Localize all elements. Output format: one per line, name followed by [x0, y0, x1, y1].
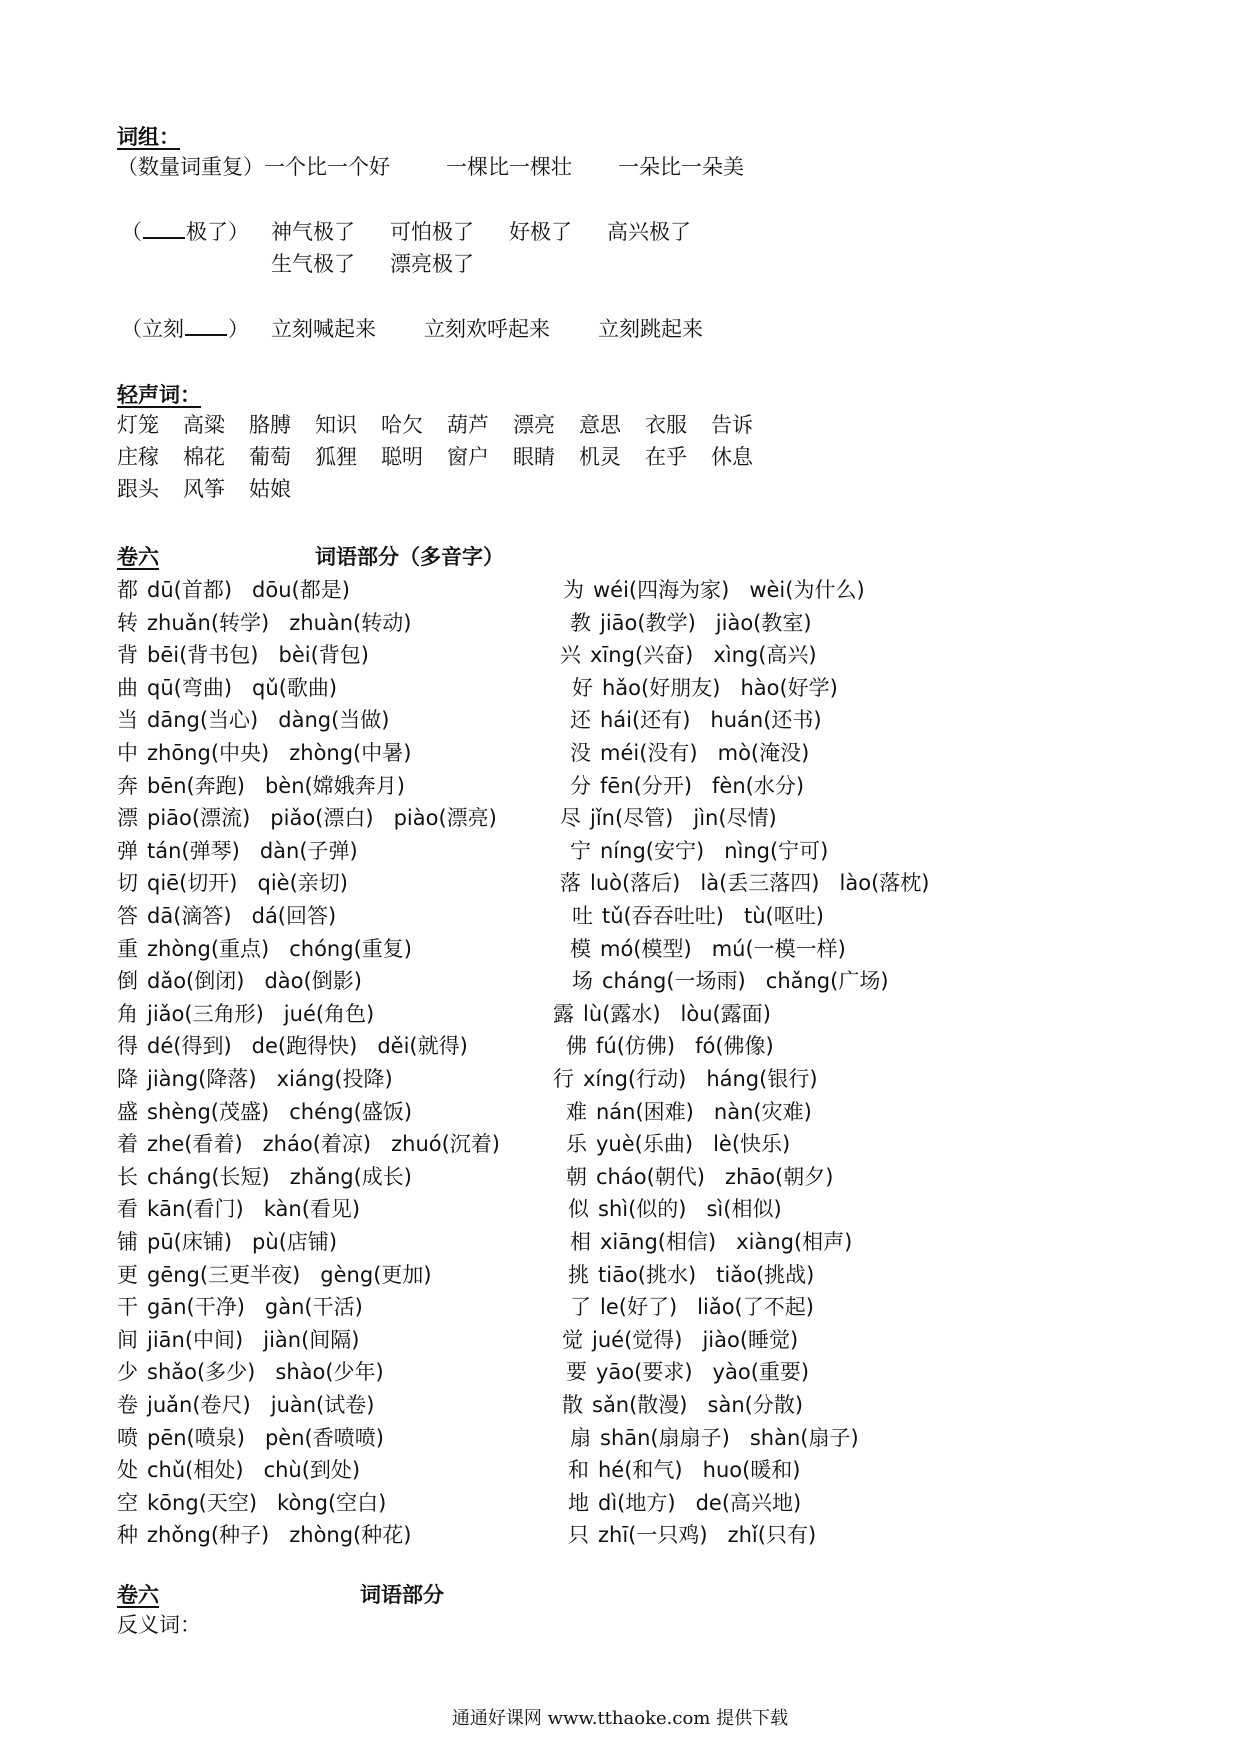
polyphone-char: 教	[570, 610, 591, 635]
polyphone-char: 铺	[117, 1230, 138, 1254]
fill-blank	[185, 316, 227, 336]
polyphone-row	[560, 642, 817, 668]
polyphone-readings: dāng(当心) dàng(当做)	[147, 708, 390, 733]
word: 知识	[315, 413, 357, 437]
polyphone-row	[570, 1425, 859, 1451]
polyphone-char: 漂	[117, 806, 138, 831]
section-title-neutral-tone: 轻声词：	[117, 383, 201, 407]
polyphone-readings: jiāo(教学) jiào(教室)	[600, 610, 812, 635]
polyphone-row	[572, 675, 838, 701]
volume-label: 卷六	[117, 545, 159, 569]
polyphone-char: 更	[117, 1262, 138, 1287]
polyphone-row	[568, 1522, 816, 1548]
polyphone-char: 曲	[117, 675, 138, 700]
polyphone-char: 相	[570, 1230, 591, 1254]
polyphone-row	[117, 1392, 374, 1418]
polyphone-char: 长	[117, 1164, 138, 1189]
polyphone-readings: tiāo(挑水) tiǎo(挑战)	[598, 1262, 815, 1287]
phrase-row-2-suffix: 极了）	[186, 220, 249, 244]
polyphone-char: 佛	[566, 1034, 587, 1059]
polyphone-char: 只	[568, 1523, 589, 1548]
polyphone-row	[117, 1196, 360, 1222]
polyphone-char: 背	[117, 643, 138, 668]
polyphone-char: 尽	[560, 806, 581, 831]
polyphone-char: 散	[562, 1393, 583, 1417]
polyphone-row	[117, 968, 362, 994]
polyphone-readings: zhōng(中央) zhòng(中暑)	[147, 741, 412, 765]
phrase-item: 漂亮极了	[390, 252, 474, 276]
polyphone-readings: kōng(天空) kòng(空白)	[147, 1490, 387, 1515]
polyphone-char: 切	[117, 871, 138, 896]
polyphone-readings: gān(干净) gàn(干活)	[147, 1295, 363, 1320]
polyphone-readings: jiàng(降落) xiáng(投降)	[147, 1067, 393, 1091]
phrase-item: 好极了	[509, 220, 572, 244]
word: 休息	[711, 445, 753, 469]
polyphone-char: 当	[117, 708, 138, 733]
phrase-item: 立刻喊起来	[271, 317, 376, 341]
polyphone-readings: pū(床铺) pù(店铺)	[147, 1230, 338, 1254]
polyphone-row	[566, 1131, 790, 1157]
polyphone-readings: cháng(一场雨) chǎng(广场)	[602, 969, 889, 994]
section-title-phrases: 词组：	[117, 125, 180, 149]
phrase-item: 神气极了	[271, 220, 355, 244]
polyphone-readings: shǎo(多少) shào(少年)	[147, 1360, 384, 1385]
polyphone-row	[117, 577, 350, 603]
polyphone-char: 看	[117, 1197, 138, 1222]
polyphone-row	[553, 1066, 818, 1092]
polyphone-row	[570, 740, 809, 766]
phrase-row-1-c: 一朵比一朵美	[618, 155, 744, 179]
polyphone-row	[566, 1033, 774, 1059]
polyphone-char: 宁	[570, 838, 591, 863]
polyphone-row	[117, 1490, 386, 1516]
polyphone-char: 露	[553, 1001, 574, 1026]
polyphone-char: 要	[566, 1360, 587, 1385]
polyphone-char: 似	[568, 1197, 589, 1222]
polyphone-char: 分	[570, 773, 591, 798]
word: 跟头	[117, 477, 159, 501]
polyphone-row	[117, 1001, 374, 1027]
polyphone-char: 没	[570, 741, 591, 765]
polyphone-readings: hé(和气) huo(暖和)	[598, 1458, 801, 1483]
word: 漂亮	[513, 413, 555, 437]
polyphone-row	[117, 1033, 468, 1059]
polyphone-char: 间	[117, 1327, 138, 1352]
polyphone-row	[553, 1001, 771, 1027]
open-paren: （	[121, 220, 142, 244]
polyphone-row	[117, 903, 336, 929]
word: 葡萄	[249, 445, 291, 469]
polyphone-char: 还	[570, 708, 591, 733]
polyphone-row	[568, 1490, 801, 1516]
polyphone-row	[117, 773, 405, 799]
polyphone-char: 挑	[568, 1262, 589, 1287]
polyphone-readings: níng(安宁) nìng(宁可)	[600, 838, 829, 863]
phrase-item: 高兴极了	[607, 220, 691, 244]
fill-blank	[143, 219, 185, 239]
polyphone-row	[563, 577, 865, 603]
polyphone-char: 答	[117, 904, 138, 928]
polyphone-row	[572, 903, 824, 929]
close-paren: ）	[228, 317, 249, 341]
polyphone-readings: shān(扇扇子) shàn(扇子)	[600, 1425, 859, 1450]
polyphone-readings: xíng(行动) háng(银行)	[583, 1067, 818, 1091]
polyphone-char: 乐	[566, 1132, 587, 1157]
polyphone-row	[117, 740, 411, 766]
polyphone-readings: cháng(长短) zhǎng(成长)	[147, 1164, 413, 1189]
word: 告诉	[711, 413, 753, 437]
polyphone-row	[562, 1327, 798, 1353]
polyphone-row	[117, 675, 337, 701]
polyphone-char: 好	[572, 675, 593, 700]
polyphone-row	[566, 1359, 809, 1385]
polyphone-row	[560, 870, 929, 896]
polyphone-readings: juǎn(卷尺) juàn(试卷)	[147, 1393, 375, 1417]
polyphone-readings: qū(弯曲) qǔ(歌曲)	[147, 675, 338, 700]
polyphone-char: 觉	[562, 1327, 583, 1352]
polyphone-row	[570, 936, 846, 962]
polyphone-char: 喷	[117, 1425, 138, 1450]
polyphone-row	[570, 707, 822, 733]
polyphone-readings: zhe(看着) zháo(着凉) zhuó(沉着)	[147, 1132, 501, 1157]
polyphone-readings: gēng(三更半夜) gèng(更加)	[147, 1262, 432, 1287]
polyphone-char: 落	[560, 871, 581, 896]
polyphone-readings: nán(困难) nàn(灾难)	[596, 1099, 812, 1124]
polyphone-row	[117, 1066, 393, 1092]
polyphone-row	[568, 1196, 782, 1222]
section-title-words: 词语部分	[360, 1583, 444, 1607]
polyphone-char: 干	[117, 1295, 138, 1320]
polyphone-readings: shèng(茂盛) chéng(盛饭)	[147, 1099, 413, 1124]
polyphone-readings: qiē(切开) qiè(亲切)	[147, 871, 348, 896]
polyphone-row	[117, 1327, 360, 1353]
polyphone-char: 少	[117, 1360, 138, 1385]
polyphone-readings: zhī(一只鸡) zhǐ(只有)	[598, 1523, 817, 1548]
polyphone-row	[117, 1294, 363, 1320]
word: 风筝	[183, 477, 225, 501]
polyphone-readings: tán(弹琴) dàn(子弹)	[147, 838, 358, 863]
polyphone-char: 弹	[117, 838, 138, 863]
polyphone-char: 为	[563, 578, 584, 602]
antonyms-label: 反义词：	[117, 1613, 201, 1637]
footer-credit: 通通好课网 www.tthaoke.com 提供下载	[451, 1708, 789, 1729]
polyphone-readings: xīng(兴奋) xìng(高兴)	[590, 643, 817, 668]
phrase-item: 立刻欢呼起来	[424, 317, 550, 341]
polyphone-readings: chǔ(相处) chù(到处)	[147, 1458, 361, 1483]
polyphone-readings: jǐn(尽管) jìn(尽情)	[590, 806, 777, 831]
polyphone-row	[570, 773, 804, 799]
polyphone-row	[117, 1099, 412, 1125]
polyphone-readings: dì(地方) de(高兴地)	[598, 1490, 802, 1515]
polyphone-readings: dǎo(倒闭) dào(倒影)	[147, 969, 362, 994]
polyphone-readings: dé(得到) de(跑得快) děi(就得)	[147, 1034, 468, 1059]
phrase-row-1-label: （数量词重复）一个比一个好	[117, 155, 390, 179]
polyphone-char: 了	[570, 1295, 591, 1320]
polyphone-char: 得	[117, 1034, 138, 1059]
phrase-row-3-label	[121, 316, 249, 342]
polyphone-row	[117, 1229, 337, 1255]
polyphone-char: 难	[566, 1099, 587, 1124]
polyphone-char: 重	[117, 936, 138, 961]
word: 姑娘	[249, 477, 291, 501]
word: 聪明	[381, 445, 423, 469]
polyphone-readings: piāo(漂流) piǎo(漂白) piào(漂亮)	[147, 806, 497, 831]
polyphone-readings: xiāng(相信) xiàng(相声)	[600, 1230, 853, 1254]
polyphone-row	[570, 1294, 814, 1320]
polyphone-char: 降	[117, 1067, 138, 1091]
polyphone-row	[117, 1425, 384, 1451]
word: 意思	[579, 413, 621, 437]
polyphone-char: 卷	[117, 1393, 138, 1417]
polyphone-readings: jué(觉得) jiào(睡觉)	[592, 1327, 799, 1352]
polyphone-char: 场	[572, 969, 593, 994]
polyphone-char: 角	[117, 1001, 138, 1026]
polyphone-char: 行	[553, 1067, 574, 1091]
polyphone-readings: mó(模型) mú(一模一样)	[600, 936, 846, 961]
polyphone-row	[572, 968, 889, 994]
polyphone-row	[566, 1099, 812, 1125]
polyphone-row	[117, 1164, 412, 1190]
word: 眼睛	[513, 445, 555, 469]
polyphone-readings: lù(露水) lòu(露面)	[583, 1001, 771, 1026]
polyphone-readings: shì(似的) sì(相似)	[598, 1197, 782, 1222]
phrase-item: 立刻跳起来	[598, 317, 703, 341]
polyphone-row	[568, 1262, 814, 1288]
polyphone-char: 都	[117, 578, 138, 602]
polyphone-char: 奔	[117, 773, 138, 798]
polyphone-readings: tǔ(吞吞吐吐) tù(呕吐)	[602, 904, 824, 928]
polyphone-char: 种	[117, 1523, 138, 1548]
phrase-row-3-prefix: （立刻	[121, 317, 184, 341]
polyphone-readings: pēn(喷泉) pèn(香喷喷)	[147, 1425, 384, 1450]
word: 棉花	[183, 445, 225, 469]
polyphone-char: 处	[117, 1458, 138, 1483]
polyphone-char: 扇	[570, 1425, 591, 1450]
word: 窗户	[447, 445, 489, 469]
polyphone-readings: dū(首都) dōu(都是)	[147, 578, 350, 602]
word: 灯笼	[117, 413, 159, 437]
polyphone-readings: zhòng(重点) chóng(重复)	[147, 936, 412, 961]
polyphone-readings: zhǒng(种子) zhòng(种花)	[147, 1523, 412, 1548]
polyphone-row	[570, 1229, 852, 1255]
polyphone-readings: fēn(分开) fèn(水分)	[600, 773, 805, 798]
polyphone-char: 模	[570, 936, 591, 961]
polyphone-char: 盛	[117, 1099, 138, 1124]
neutral-tone-word-grid	[117, 412, 777, 502]
polyphone-readings: cháo(朝代) zhāo(朝夕)	[596, 1164, 834, 1189]
word: 在乎	[645, 445, 687, 469]
polyphone-row	[117, 1359, 384, 1385]
volume-label: 卷六	[117, 1583, 159, 1607]
polyphone-readings: dā(滴答) dá(回答)	[147, 904, 337, 928]
polyphone-readings: hái(还有) huán(还书)	[600, 708, 822, 733]
polyphone-readings: le(好了) liǎo(了不起)	[600, 1295, 814, 1320]
polyphone-char: 朝	[566, 1164, 587, 1189]
polyphone-readings: sǎn(散漫) sàn(分散)	[592, 1393, 804, 1417]
polyphone-row	[117, 838, 358, 864]
phrase-item: 可怕极了	[390, 220, 474, 244]
polyphone-readings: zhuǎn(转学) zhuàn(转动)	[147, 610, 412, 635]
word: 庄稼	[117, 445, 159, 469]
word: 衣服	[645, 413, 687, 437]
phrase-row-2-label	[121, 219, 249, 245]
polyphone-readings: wéi(四海为家) wèi(为什么)	[593, 578, 865, 602]
phrase-row-1-b: 一棵比一棵壮	[446, 155, 572, 179]
polyphone-readings: jiǎo(三角形) jué(角色)	[147, 1001, 375, 1026]
polyphone-char: 兴	[560, 643, 581, 668]
polyphone-row	[562, 1392, 803, 1418]
word: 葫芦	[447, 413, 489, 437]
polyphone-char: 着	[117, 1132, 138, 1157]
polyphone-char: 吐	[572, 904, 593, 928]
polyphone-readings: bēi(背书包) bèi(背包)	[147, 643, 369, 668]
polyphone-row	[117, 707, 389, 733]
polyphone-readings: hǎo(好朋友) hào(好学)	[602, 675, 838, 700]
polyphone-row	[570, 838, 828, 864]
word: 狐狸	[315, 445, 357, 469]
polyphone-row	[117, 610, 411, 636]
polyphone-row	[560, 805, 777, 831]
polyphone-char: 空	[117, 1490, 138, 1515]
polyphone-readings: bēn(奔跑) bèn(嫦娥奔月)	[147, 773, 405, 798]
phrase-item: 生气极了	[271, 252, 355, 276]
word: 胳膊	[249, 413, 291, 437]
polyphone-row	[117, 642, 369, 668]
section-title-polyphones: 词语部分（多音字）	[315, 545, 504, 569]
polyphone-char: 和	[568, 1458, 589, 1483]
polyphone-row	[117, 936, 412, 962]
polyphone-readings: yāo(要求) yào(重要)	[596, 1360, 810, 1385]
polyphone-char: 倒	[117, 969, 138, 994]
polyphone-row	[568, 1457, 801, 1483]
polyphone-row	[570, 610, 812, 636]
word: 高粱	[183, 413, 225, 437]
word: 机灵	[579, 445, 621, 469]
polyphone-char: 中	[117, 741, 138, 765]
polyphone-readings: méi(没有) mò(淹没)	[600, 741, 810, 765]
polyphone-char: 转	[117, 610, 138, 635]
polyphone-readings: luò(落后) là(丢三落四) lào(落枕)	[590, 871, 930, 896]
polyphone-readings: kān(看门) kàn(看见)	[147, 1197, 361, 1222]
polyphone-row	[117, 805, 497, 831]
word: 哈欠	[381, 413, 423, 437]
polyphone-row	[117, 1522, 411, 1548]
polyphone-row	[117, 870, 348, 896]
polyphone-row	[117, 1457, 360, 1483]
polyphone-readings: yuè(乐曲) lè(快乐)	[596, 1132, 791, 1157]
polyphone-row	[566, 1164, 833, 1190]
polyphone-char: 地	[568, 1490, 589, 1515]
polyphone-row	[117, 1262, 432, 1288]
polyphone-row	[117, 1131, 500, 1157]
polyphone-readings: fú(仿佛) fó(佛像)	[596, 1034, 774, 1059]
polyphone-readings: jiān(中间) jiàn(间隔)	[147, 1327, 360, 1352]
